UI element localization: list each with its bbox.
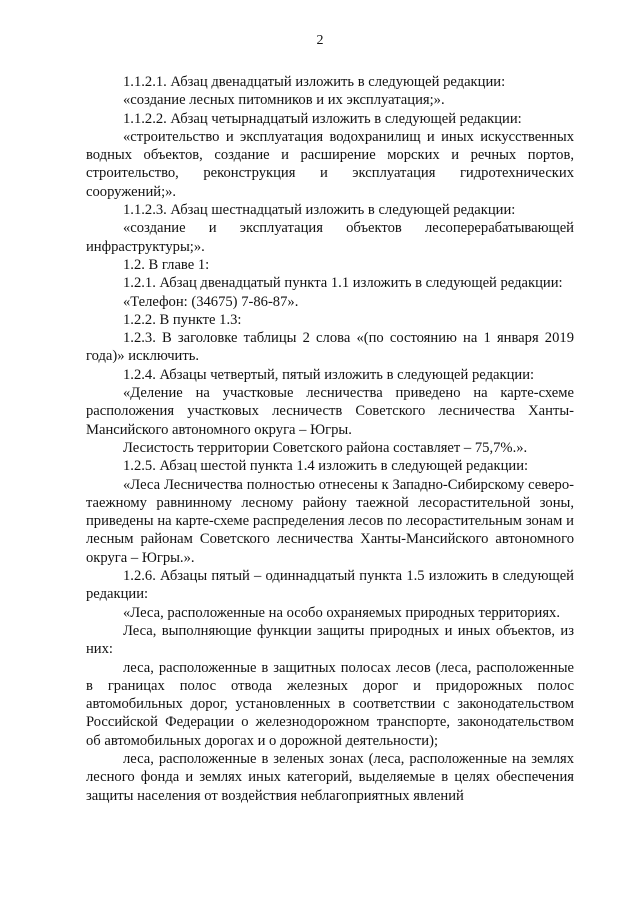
paragraph: «создание и эксплуатация объектов лесоперерабатывающей инфраструктуры;». xyxy=(86,220,574,255)
paragraph: 1.2.4. Абзацы четвертый, пятый изложить в следующей редакции: xyxy=(123,366,535,383)
paragraph: Лесистость территории Советского района составляет – 75,7%.». xyxy=(123,439,528,456)
paragraph: 1.2.2. В пункте 1.3: xyxy=(123,311,242,328)
paragraph: «Деление на участковые лесничества приведено на карте-схеме расположения участковых лесничеств Советского лесничества Ханты-Мансийского автономного округа – Югры. xyxy=(86,385,574,438)
document-body xyxy=(86,73,574,805)
paragraph: 1.2.3. В заголовке таблицы 2 слова «(по состоянию на 1 января 2019 года)» исключить. xyxy=(86,330,574,365)
paragraph: 1.2.1. Абзац двенадцатый пункта 1.1 изложить в следующей редакции: xyxy=(123,275,563,292)
paragraph: 1.2. В главе 1: xyxy=(123,256,210,273)
paragraph: «Леса, расположенные на особо охраняемых природных территориях. xyxy=(123,604,560,621)
paragraph: «строительство и эксплуатация водохранилищ и иных искусственных водных объектов, создание и расширение морских и речных портов, строительство, реконструкция и эксплуатация гидротехнических сооружений;». xyxy=(86,128,574,200)
paragraph: «Леса Лесничества полностью отнесены к Западно-Сибирскому северо-таежному равнинному лесному району таежной лесорастительной зоны, приведены на карте-схеме распределения лесов по лесорастительным зонам и лесным районам Советского лесничества Ханты-Мансийского автономного округа – Югры.». xyxy=(86,476,574,566)
paragraph: леса, расположенные в защитных полосах лесов (леса, расположенные в границах полос отвода железных дорог и придорожных полос автомобильных дорог, установленных в соответствии с законодательством Российской Федерации о железнодорожном транспорте, законодательством об автомобильных дорогах и о дорожной деятельности); xyxy=(86,659,574,749)
paragraph: «создание лесных питомников и их эксплуатация;». xyxy=(123,92,445,109)
paragraph: 1.1.2.1. Абзац двенадцатый изложить в следующей редакции: xyxy=(123,74,506,90)
paragraph: 1.2.6. Абзацы пятый – одиннадцатый пункта 1.5 изложить в следующей редакции: xyxy=(86,568,574,603)
paragraph: «Телефон: (34675) 7-86-87». xyxy=(123,293,299,310)
paragraph: 1.1.2.2. Абзац четырнадцатый изложить в следующей редакции: xyxy=(123,110,522,127)
page-number: 2 xyxy=(316,33,324,48)
paragraph: 1.1.2.3. Абзац шестнадцатый изложить в следующей редакции: xyxy=(123,202,516,219)
paragraph: леса, расположенные в зеленых зонах (леса, расположенные на землях лесного фонда и землях иных категорий, выделяемые в целях обеспечения защиты населения от воздействия неблагоприятных явлений xyxy=(86,750,574,804)
paragraph: Леса, выполняющие функции защиты природных и иных объектов, из них: xyxy=(86,622,574,658)
paragraph: 1.2.5. Абзац шестой пункта 1.4 изложить в следующей редакции: xyxy=(123,458,529,475)
